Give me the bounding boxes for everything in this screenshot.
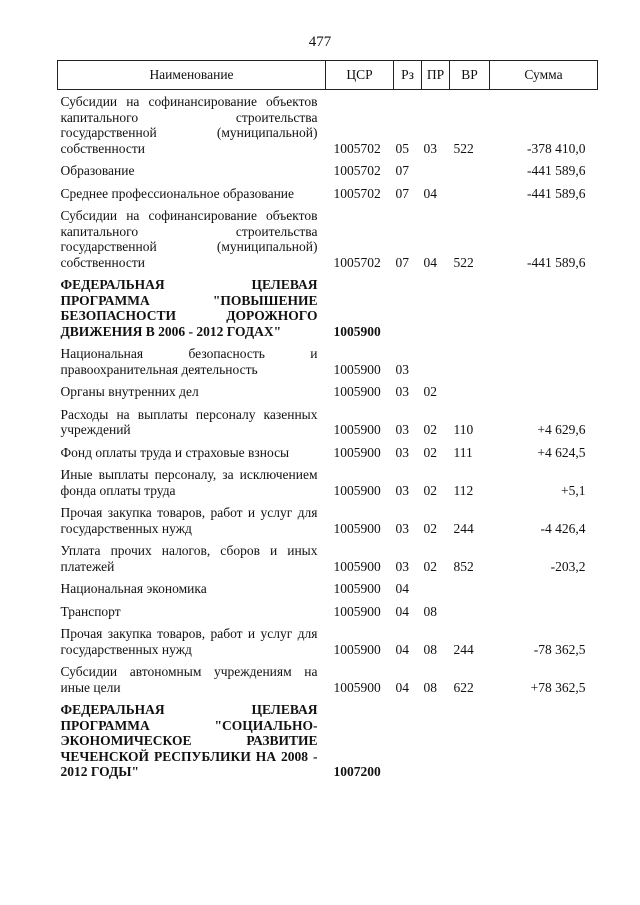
row-name: Расходы на выплаты персоналу казенных учреждений [60,406,318,437]
row-name: Национальная экономика [60,581,207,596]
row-csr: 1005900 [333,520,381,536]
row-rz: 03 [395,361,409,377]
row-pr [422,274,450,343]
row-vr: 244 [453,641,474,657]
row-sum [490,381,598,404]
row-pr: 02 [423,482,437,498]
table-row [58,343,598,381]
row-pr: 02 [423,384,437,399]
row-rz [394,699,422,784]
row-name: Органы внутренних дел [60,384,199,399]
row-pr: 04 [423,185,437,201]
table-row [58,205,598,274]
row-sum [490,699,598,784]
row-pr: 04 [423,254,437,270]
row-csr: 1005702 [333,163,381,178]
row-name: Фонд оплаты труда и страховые взносы [60,444,290,460]
row-vr: 852 [453,558,474,574]
table-header [58,61,598,90]
row-pr: 03 [423,140,437,156]
row-csr: 1005900 [333,641,381,657]
row-vr: 111 [453,444,473,460]
budget-table-container [57,60,597,784]
table-row [58,183,598,206]
row-vr [450,601,490,624]
row-rz: 03 [395,520,409,536]
row-sum: -378 410,0 [527,140,586,156]
row-name: Транспорт [60,603,121,619]
header-vr: ВР [450,61,490,90]
row-rz: 04 [395,603,409,619]
row-name: Субсидии на софинансирование объектов капитального строительства государственной (муниципальной) собственности [60,208,318,270]
row-csr: 1007200 [333,764,381,779]
table-row [58,442,598,465]
row-csr: 1005900 [333,361,381,377]
row-sum [490,274,598,343]
page-number: 477 [308,34,332,50]
row-csr: 1005900 [333,581,381,596]
row-rz: 07 [395,254,409,270]
table-row [58,90,598,161]
row-rz: 04 [395,641,409,657]
row-csr: 1005900 [333,558,381,574]
row-pr [422,578,450,601]
table-row [58,623,598,661]
header-csr: ЦСР [326,61,394,90]
row-csr: 1005900 [333,323,381,339]
row-name: Среднее профессиональное образование [60,185,295,201]
row-sum: +4 629,6 [537,422,586,437]
row-csr: 1005702 [333,254,381,270]
table-body [58,90,598,784]
row-name: ФЕДЕРАЛЬНАЯ ЦЕЛЕВАЯ ПРОГРАММА "ПОВЫШЕНИЕ БЕЗОПАСНОСТИ ДОРОЖНОГО ДВИЖЕНИЯ В 2006 - 2012 ГОДАХ" [60,277,318,339]
table-row [58,381,598,404]
row-csr: 1005702 [333,140,381,156]
row-vr: 522 [453,254,474,270]
row-vr: 110 [453,422,474,437]
row-sum: -441 589,6 [527,254,586,270]
row-name: Иные выплаты персоналу, за исключением фонда оплаты труда [60,467,318,498]
row-sum: -4 426,4 [540,520,586,536]
row-sum: +78 362,5 [530,679,586,695]
header-row [58,61,598,90]
row-sum [490,601,598,624]
table-row [58,464,598,502]
row-name: Субсидии на софинансирование объектов капитального строительства государственной (муниципальной) собственности [60,94,318,156]
row-sum: -78 362,5 [533,641,586,657]
row-rz: 03 [395,444,409,460]
row-sum: -203,2 [550,558,586,574]
row-pr: 02 [423,520,437,536]
row-rz: 04 [395,679,409,695]
row-pr: 08 [423,679,437,695]
row-pr: 08 [423,603,437,619]
table-row [58,502,598,540]
row-rz: 03 [395,384,409,399]
header-pr: ПР [422,61,450,90]
header-sum: Сумма [490,61,598,90]
row-sum: +5,1 [561,482,586,498]
row-vr: 244 [453,520,474,536]
row-name: Национальная безопасность и правоохранительная деятельность [60,346,318,377]
row-rz: 07 [395,163,409,178]
row-vr [450,343,490,381]
row-rz: 07 [395,185,409,201]
table-row [58,540,598,578]
row-rz: 03 [395,422,409,437]
row-vr [450,274,490,343]
row-pr [422,699,450,784]
row-csr: 1005900 [333,679,381,695]
row-sum [490,578,598,601]
row-vr [450,578,490,601]
table-row [58,274,598,343]
budget-table [57,60,598,784]
row-pr [422,343,450,381]
row-name: ФЕДЕРАЛЬНАЯ ЦЕЛЕВАЯ ПРОГРАММА "СОЦИАЛЬНО-ЭКОНОМИЧЕСКОЕ РАЗВИТИЕ ЧЕЧЕНСКОЙ РЕСПУБЛИКИ НА 2008 - 2012 ГОДЫ" [60,702,318,779]
row-csr: 1005900 [333,603,381,619]
row-vr [450,699,490,784]
row-vr [450,183,490,206]
table-row [58,578,598,601]
row-csr: 1005900 [333,422,381,437]
row-vr [450,160,490,183]
row-name: Субсидии автономным учреждениям на иные цели [60,664,318,695]
row-pr: 08 [423,641,437,657]
table-row [58,160,598,183]
row-pr [422,160,450,183]
row-csr: 1005702 [333,185,381,201]
table-row [58,601,598,624]
row-pr: 02 [423,444,437,460]
header-rz: Рз [394,61,422,90]
row-name: Уплата прочих налогов, сборов и иных платежей [60,543,318,574]
row-pr: 02 [423,422,437,437]
table-row [58,699,598,784]
row-rz: 03 [395,482,409,498]
row-pr: 02 [423,558,437,574]
row-vr: 112 [453,482,474,498]
row-name: Прочая закупка товаров, работ и услуг для государственных нужд [60,505,318,536]
row-rz: 05 [395,140,409,156]
row-name: Образование [60,163,135,178]
row-name: Прочая закупка товаров, работ и услуг для государственных нужд [60,626,318,657]
row-vr: 622 [453,679,474,695]
row-sum [490,343,598,381]
row-sum: -441 589,6 [527,185,586,201]
row-sum: +4 624,5 [537,444,586,460]
row-rz: 04 [395,581,409,596]
header-name: Наименование [58,61,326,90]
table-row [58,661,598,699]
row-csr: 1005900 [333,384,381,399]
row-csr: 1005900 [333,482,381,498]
row-csr: 1005900 [333,444,381,460]
row-sum: -441 589,6 [527,163,586,178]
table-row [58,404,598,442]
row-rz: 03 [395,558,409,574]
row-vr: 522 [453,140,474,156]
row-vr [450,381,490,404]
row-rz [394,274,422,343]
